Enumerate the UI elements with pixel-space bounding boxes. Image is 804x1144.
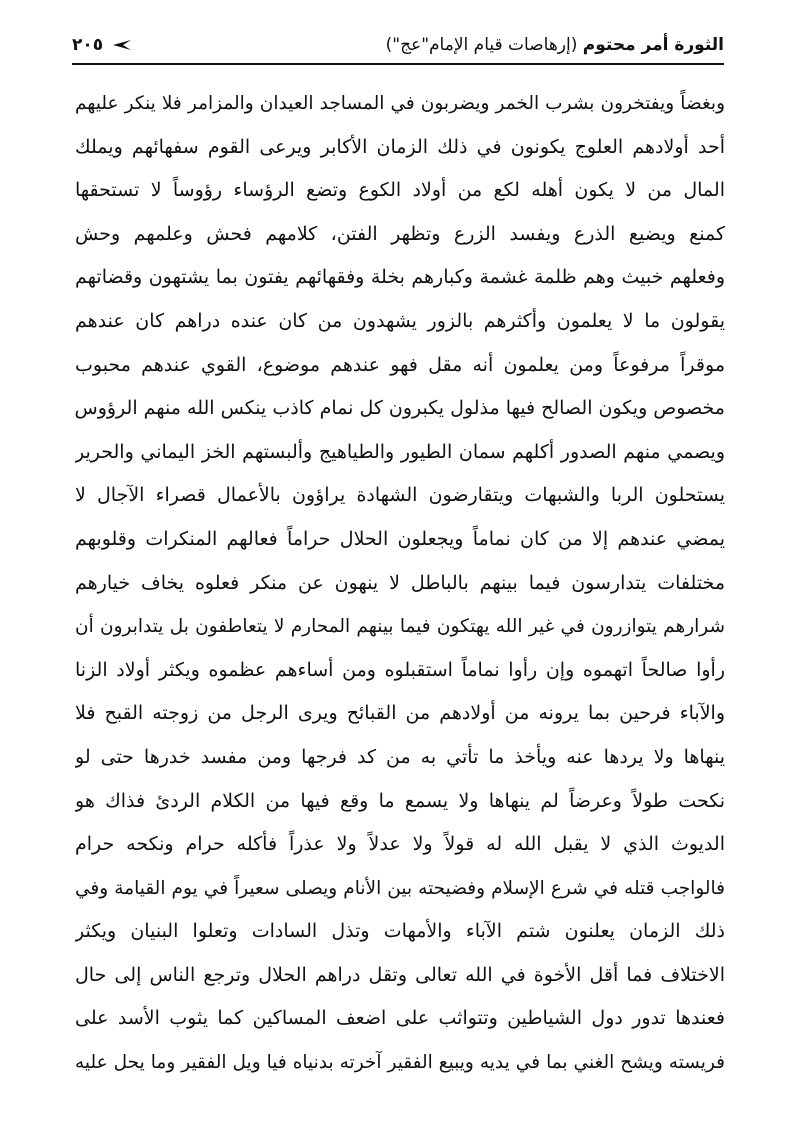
text-line: يستحلون الربا والشبهات ويتقارضون الشهادة يراؤون بالأعمال قصراء الآجال لا — [75, 484, 725, 507]
text-line: الاختلاف فما أقل الأخوة في الله تعالى وتقل دراهم الحلال وترجع الناس إلى حال — [75, 963, 725, 986]
text-line: كمنع ويضيع الذرع ويفسد الزرع وتظهر الفتن، كلامهم فحش وعلمهم وحش — [75, 222, 725, 245]
text-line: وفعلهم خبيث وهم ظلمة غشمة وكبارهم بخلة وفقهائهم يفتون بما يشتهون وقضاتهم — [75, 266, 725, 289]
page-number: ٢٠٥ — [72, 35, 104, 55]
running-title — [386, 35, 724, 55]
text-line: مخصوص ويكون الصالح فيها مذلول يكبرون كل نمام كاذب ينكس الله منهم الرؤوس — [75, 397, 725, 420]
page-header — [72, 30, 724, 60]
text-line: ذلك الزمان يعلنون شتم الآباء والأمهات وتذل السادات وتعلوا البنيان ويكثر — [75, 920, 725, 943]
text-line: رأوا صالحاً اتهموه وإن رأوا نماماً استقبلوه ومن أساءهم عظموه ويكثر أولاد الزنا — [75, 658, 725, 681]
text-line: يقولون ما لا يعلمون وأكثرهم بالزور يشهدون من كان عنده دراهم كان عندهم — [75, 309, 725, 332]
page-number-group — [72, 35, 133, 55]
text-line: مختلفات يتدارسون فيما بينهم بالباطل لا ينهون عن منكر فعلوه يخاف خيارهم — [75, 571, 725, 594]
text-line: وبغضاً ويفتخرون بشرب الخمر ويضربون في المساجد العيدان والمزامر فلا ينكر عليهم — [75, 93, 725, 114]
header-divider — [72, 63, 724, 65]
text-line: فعندها تدور دول الشياطين وتتواثب على اضعف المساكين كما يثوب الأسد على — [75, 1007, 725, 1030]
body-text — [75, 82, 725, 1085]
text-line: يمضي عندهم إلا من كان نماماً ويجعلون الحلال حراماً فعالهم المنكرات وقلوبهم — [75, 527, 725, 550]
text-line: أحد أولادهم العلوج يكونون في ذلك الزمان الأكابر ويرعى القوم سفهائهم ويملك — [75, 135, 725, 158]
text-line: ينهاها ولا يردها عنه ويأخذ ما تأتي به من كد فرجها ومن مفسد خدرها حتى لو — [75, 745, 725, 768]
text-line: المال من لا يكون أهله لكع من أولاد الكوع وتضع الرؤساء رؤوساً لا تستحقها — [75, 179, 725, 202]
text-line: فريسته ويشح الغني بما في يديه ويبيع الفقير آخرته بدنياه فيا ويل الفقير وما يحل عليه — [75, 1052, 725, 1074]
text-line: الديوث الذي لا يقبل الله له قولاً ولا عدلاً ولا عذراً فأكله حرام ونكحه حرام — [75, 833, 725, 856]
book-title: الثورة أمر محتوم — [582, 35, 724, 55]
text-line: ويصمي منهم الصدور أكلهم سمان الطيور والطياهيج وألبستهم الخز اليماني والحرير — [75, 440, 725, 463]
chapter-subtitle: (إرهاصات قيام الإمام"عج") — [385, 35, 578, 55]
text-line: نكحت طولاً وعرضاً لم ينهاها ولا يسمع ما وقع فيها من الكلام الردئ فذاك هو — [75, 789, 725, 812]
text-line: فالواجب قتله في شرع الإسلام وفضيحته بين الأنام ويصلى سعيراً في يوم القيامة وفي — [75, 877, 725, 899]
arrow-mark-icon — [111, 38, 133, 52]
text-line: والآباء فرحين بما يرونه من أولادهم من القبائح ويرى الرجل من زوجته القبح فلا — [75, 702, 725, 725]
text-line: شرارهم يتوازرون في غير الله يهتكون فيما بينهم المحارم لا يتعاطفون بل يتدابرون أن — [75, 616, 725, 638]
text-line: موقراً مرفوعاً ومن يعلمون أنه مقل فهو عندهم موضوع، القوي عندهم محبوب — [75, 353, 725, 376]
